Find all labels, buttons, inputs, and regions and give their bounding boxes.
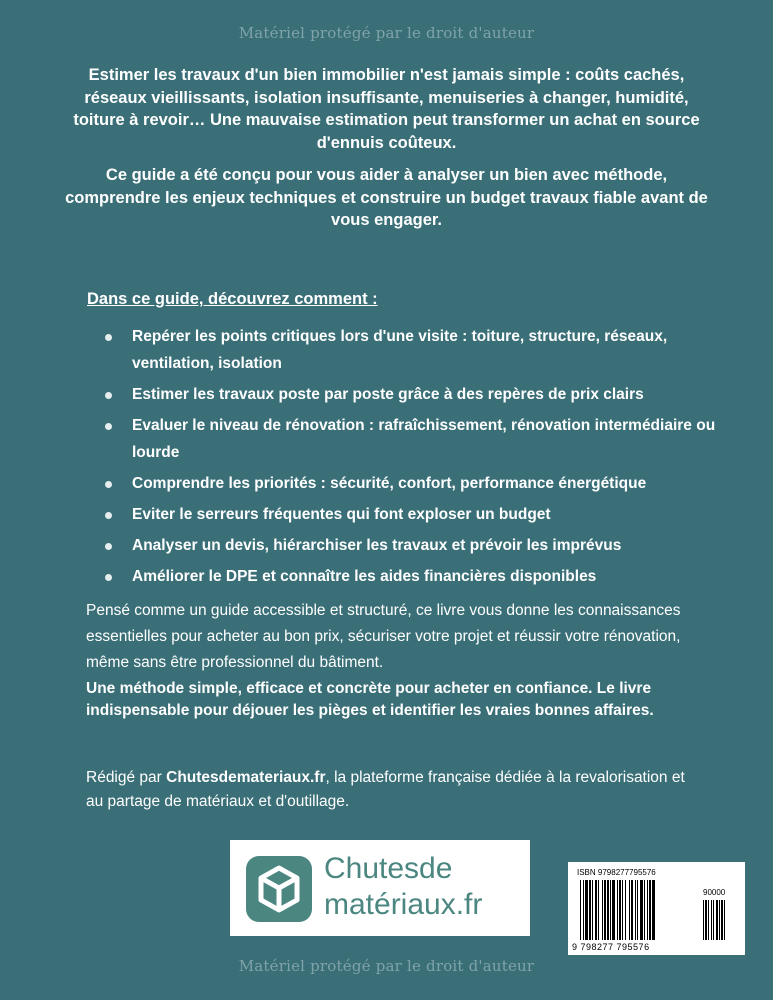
list-item-text: Améliorer le DPE et connaître les aides financières disponibles (132, 568, 597, 585)
copyright-watermark-bottom: Matériel protégé par le droit d'auteur (238, 957, 535, 975)
list-item (105, 532, 725, 559)
bullet-icon (105, 481, 112, 488)
closing-paragraph-1: Pensé comme un guide accessible et structuré, ce livre vous donne les connaissances essentielles pour acheter au bon prix, sécuriser votre projet et réussir votre rénovation, même sans être professionnel du bâtiment. (86, 602, 681, 671)
author-brand: Chutesdemateriaux.fr (166, 769, 326, 786)
list-item-text: Comprendre les priorités : sécurité, confort, performance énergétique (132, 475, 647, 492)
logo-text-line-2: matériaux.fr (324, 888, 483, 921)
bullet-icon (105, 334, 112, 341)
list-item-text: Evaluer le niveau de rénovation : rafraîchissement, rénovation intermédiaire ou lourde (132, 417, 716, 461)
cube-recycle-icon (246, 856, 312, 922)
list-item-text: Analyser un devis, hiérarchiser les travaux et prévoir les imprévus (132, 537, 622, 554)
author-credit (86, 766, 706, 814)
copyright-watermark-top: Matériel protégé par le droit d'auteur (238, 24, 535, 42)
list-item-text: Repérer les points critiques lors d'une visite : toiture, structure, réseaux, ventilation, isolation (132, 328, 668, 372)
bullet-icon (105, 543, 112, 550)
list-item (105, 470, 725, 497)
logo-text-line-1: Chutesde (324, 852, 453, 885)
list-item-text: Estimer les travaux poste par poste grâce à des repères de prix clairs (132, 386, 644, 403)
price-addon: 90000 (703, 888, 726, 897)
list-heading: Dans ce guide, découvrez comment : (87, 290, 378, 308)
list-item (105, 323, 725, 377)
intro-paragraph-2: Ce guide a été conçu pour vous aider à analyser un bien avec méthode, comprendre les enjeux techniques et construire un budget travaux fiable avant de vous engager. (65, 166, 708, 229)
author-credit-prefix: Rédigé par (86, 769, 167, 786)
bullet-icon (105, 392, 112, 399)
intro-text (60, 64, 713, 232)
closing-paragraph-2: Une méthode simple, efficace et concrète pour acheter en confiance. Le livre indispensable pour déjouer les pièges et identifier les vraies bonnes affaires. (86, 680, 654, 719)
isbn-label: ISBN 9798277795576 (577, 868, 656, 877)
bullet-icon (105, 574, 112, 581)
bullet-icon (105, 423, 112, 430)
intro-paragraph-1: Estimer les travaux d'un bien immobilier n'est jamais simple : coûts cachés, réseaux vieillissants, isolation insuffisante, menuiseries à changer, humidité, toiture à revoir… Une mauvaise estimation peut transformer un achat en source d'ennuis coûteux. (73, 66, 700, 152)
feature-list (105, 323, 725, 594)
author-credit-suffix: , la plateforme française dédiée à la revalorisation et au partage de matériaux et d'outillage. (86, 769, 685, 810)
list-item (105, 563, 725, 590)
bullet-icon (105, 512, 112, 519)
list-item (105, 501, 725, 528)
publisher-logo (230, 840, 530, 936)
list-item-text: Eviter le serreurs fréquentes qui font exploser un budget (132, 506, 551, 523)
list-item (105, 412, 725, 466)
list-item (105, 381, 725, 408)
isbn-barcode (568, 862, 745, 955)
ean-digits: 9 798277 795576 (572, 942, 650, 952)
